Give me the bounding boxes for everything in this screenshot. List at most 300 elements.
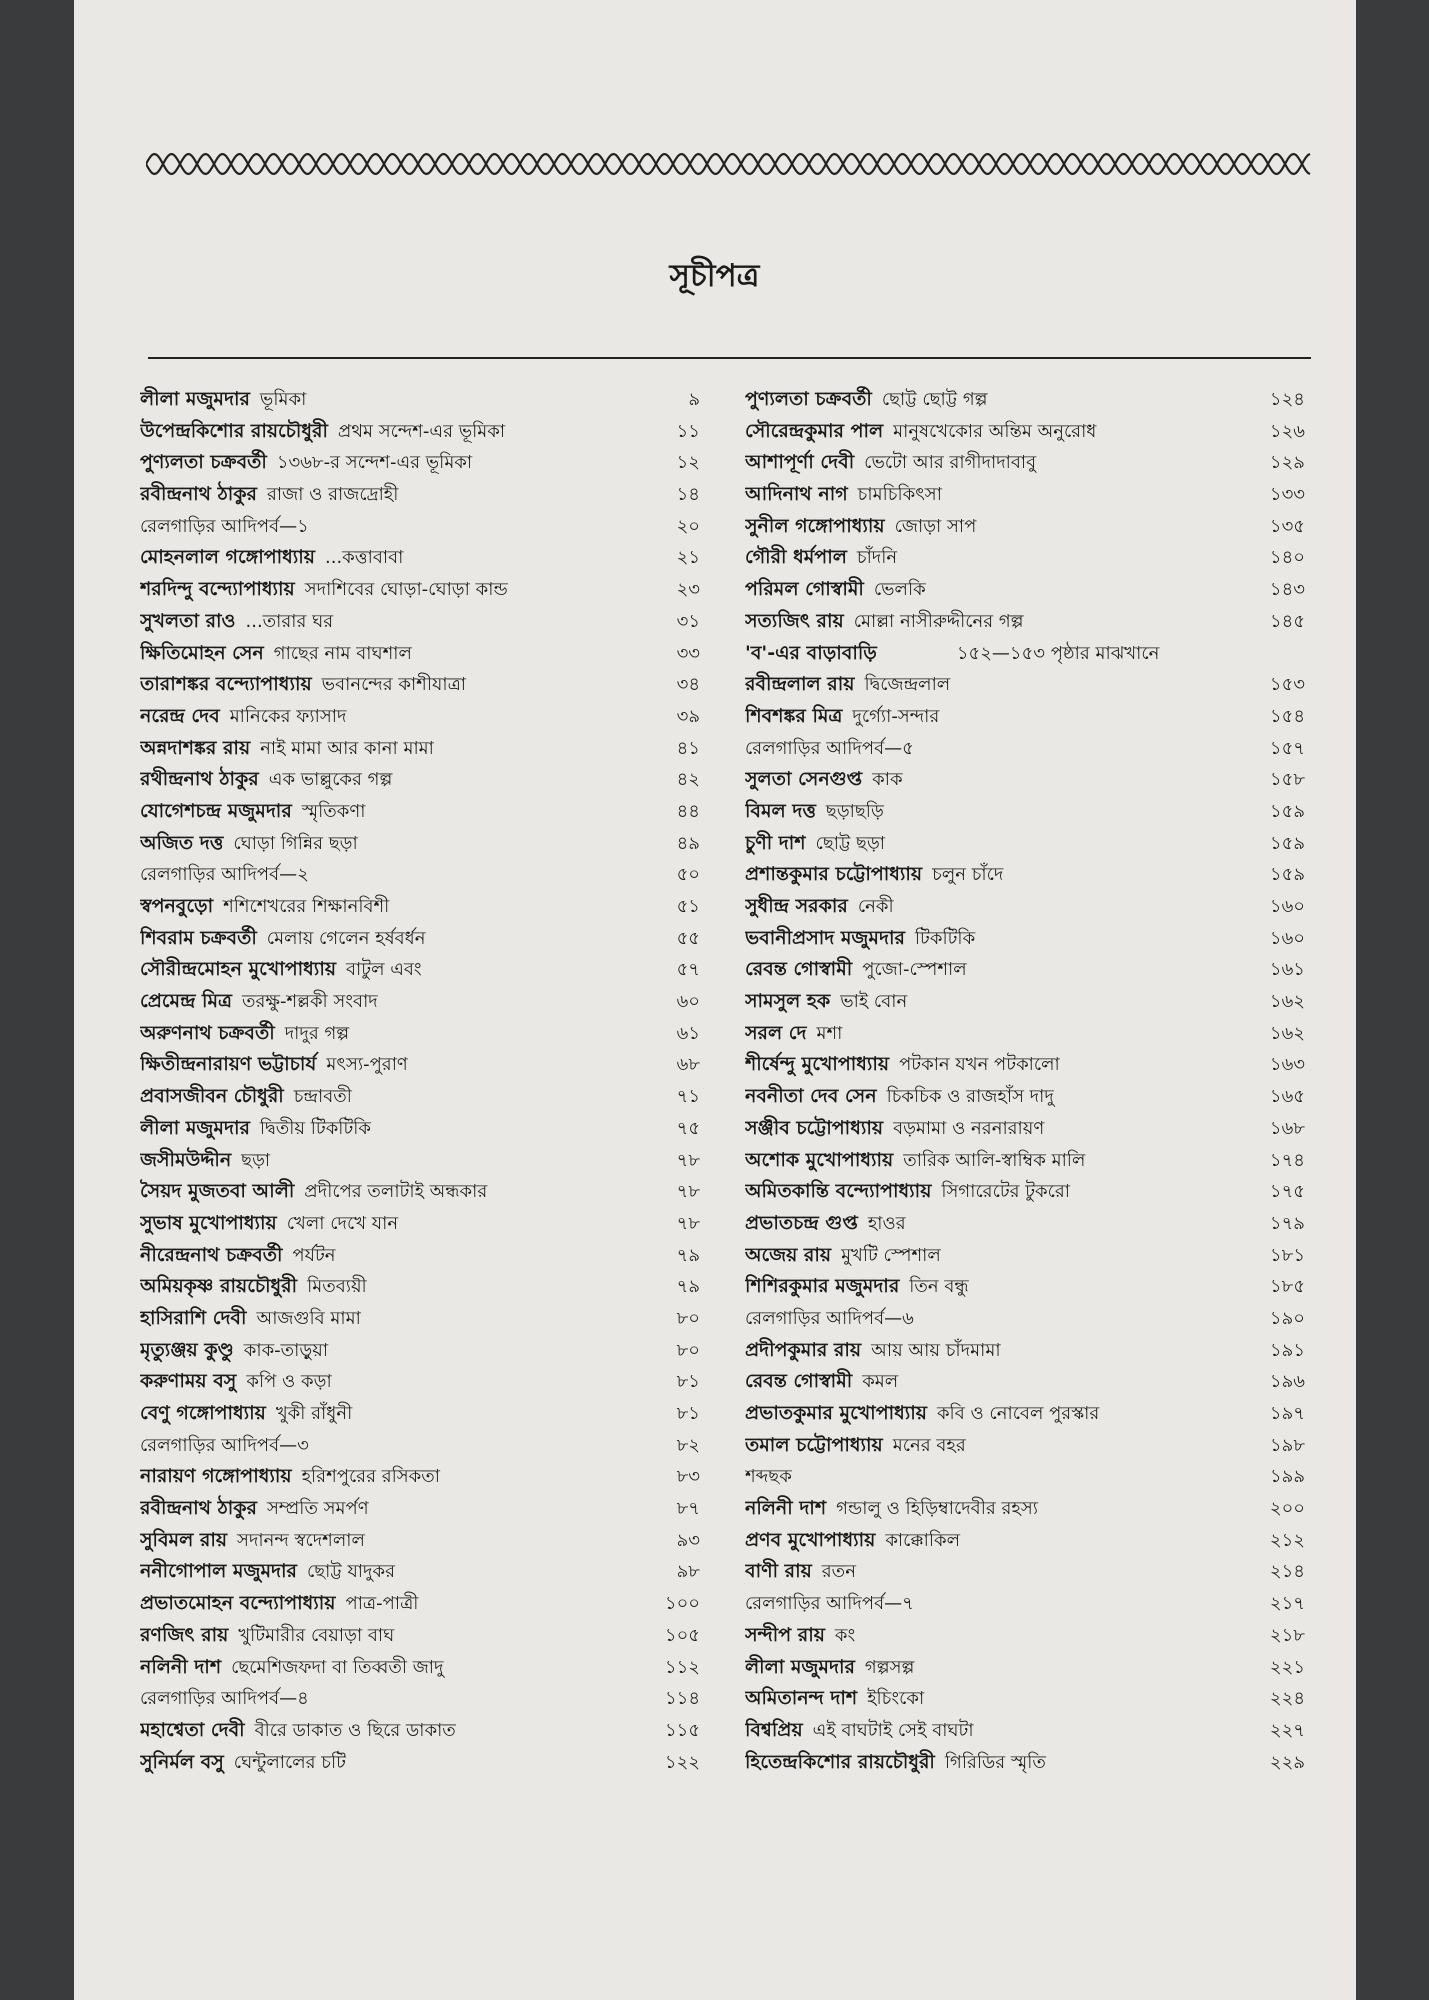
entry-description	[140, 1145, 640, 1177]
contents-entry	[140, 1145, 700, 1177]
entry-page-number: ৭৮	[676, 1181, 700, 1203]
contents-entry	[745, 733, 1305, 765]
entry-page-number: ৭৮	[676, 1149, 700, 1171]
contents-entry	[745, 1652, 1305, 1684]
entry-author: বেণু গঙ্গোপাধ্যায়	[140, 1402, 266, 1424]
entry-title: চন্দ্রাবতী	[293, 1086, 352, 1108]
entry-author: সরল দে	[745, 1021, 807, 1044]
entry-title: আয় আয় চাঁদমামা	[871, 1339, 1001, 1361]
contents-entry	[140, 986, 700, 1018]
entry-author: সুনীল গঙ্গোপাধ্যায়	[745, 514, 885, 537]
entry-author: নারায়ণ গঙ্গোপাধ্যায়	[140, 1465, 292, 1488]
entry-title: হাওর	[867, 1212, 906, 1234]
contents-entry	[140, 574, 700, 606]
entry-description	[140, 1398, 640, 1430]
contents-entry	[140, 733, 700, 765]
entry-title: জোড়া সাপ	[894, 515, 977, 537]
entry-author: প্রদীপকুমার রায়	[745, 1338, 862, 1361]
entry-description	[745, 638, 1245, 670]
entry-page-number: ৪১	[676, 737, 700, 759]
entry-title: বড়মামা ও নরনারায়ণ	[893, 1117, 1045, 1139]
entry-page-number: ৮১	[676, 1371, 700, 1393]
entry-page-number: ২২৭	[1269, 1719, 1305, 1741]
entry-page-number: ৪২	[676, 769, 700, 791]
entry-author: রবীন্দ্রনাথ ঠাকুর	[140, 1497, 258, 1520]
entry-title: গিরিডির স্মৃতি	[944, 1751, 1046, 1773]
entry-page-number: ৩৯	[676, 705, 700, 727]
contents-entry	[140, 1461, 700, 1493]
entry-title: ১৫২—১৫৩ পৃষ্ঠার মাঝখানে	[956, 642, 1160, 664]
entry-title: রেলগাড়ির আদিপর্ব—৪	[140, 1688, 309, 1710]
contents-entry	[140, 1081, 700, 1113]
contents-entry	[745, 796, 1305, 828]
entry-author: অরুণনাথ চক্রবর্তী	[140, 1021, 275, 1044]
contents-entry	[140, 1271, 700, 1303]
contents-entry	[140, 828, 700, 860]
entry-author: সৌরেন্দ্রকুমার পাল	[745, 419, 884, 442]
entry-title: বীরে ডাকাত ও ছিরে ডাকাত	[254, 1719, 456, 1741]
entry-title: পর্যটন	[292, 1244, 336, 1266]
entry-description	[140, 1208, 640, 1240]
entry-title: ছোট্ট ছোট্ট গল্প	[881, 389, 988, 410]
entry-description	[745, 1588, 1245, 1620]
entry-author: বিমল দত্ত	[745, 799, 816, 822]
entry-page-number: ১৯৬	[1269, 1371, 1305, 1393]
entry-description	[745, 447, 1245, 479]
contents-entry	[745, 1018, 1305, 1050]
entry-description	[140, 384, 640, 416]
entry-description	[140, 1176, 640, 1208]
entry-author: তারাশঙ্কর বন্দ্যোপাধ্যায়	[140, 673, 312, 696]
entry-title: প্রদীপের তলাটাই অন্ধকার	[304, 1181, 488, 1203]
contents-entry	[745, 1525, 1305, 1557]
contents-entry	[140, 1620, 700, 1652]
contents-entry	[140, 1366, 700, 1398]
entry-page-number: ১১২	[664, 1656, 700, 1678]
entry-title: রেলগাড়ির আদিপর্ব—২	[140, 864, 309, 886]
entry-title: তরক্ষু-শল্লকী সংবাদ	[242, 991, 378, 1013]
contents-entry	[140, 859, 700, 891]
entry-title: চিকচিক ও রাজহাঁস দাদু	[886, 1086, 1054, 1108]
entry-author: রবীন্দ্রনাথ ঠাকুর	[140, 483, 258, 506]
entry-author: রথীন্দ্রনাথ ঠাকুর	[140, 768, 259, 791]
entry-page-number: ১১৪	[664, 1688, 700, 1710]
entry-page-number: ১২৪	[1269, 389, 1305, 410]
entry-author: রেবন্ত গোস্বামী	[745, 1370, 853, 1393]
contents-entry	[745, 1398, 1305, 1430]
entry-page-number: ৫৫	[676, 927, 700, 949]
entry-title: মৎস্য-পুরাণ	[326, 1054, 408, 1076]
entry-page-number: ৮৭	[676, 1498, 700, 1520]
entry-description	[140, 1493, 640, 1525]
entry-page-number: ৮৩	[676, 1466, 700, 1488]
entry-description	[745, 1240, 1245, 1272]
entry-description	[140, 954, 640, 986]
entry-title: খুটিমারীর বেয়াড়া বাঘ	[238, 1624, 395, 1646]
entry-author: অমিয়কৃষ্ণ রায়চৌধুরী	[140, 1275, 298, 1298]
entry-description	[140, 1525, 640, 1557]
entry-description	[745, 1398, 1245, 1430]
contents-entry	[745, 1556, 1305, 1588]
entry-description	[140, 1461, 640, 1493]
contents-entry	[140, 1240, 700, 1272]
entry-page-number: ৭৮	[676, 1212, 700, 1234]
entry-description	[745, 384, 1245, 416]
entry-description	[745, 764, 1245, 796]
entry-page-number: ৬৮	[676, 1054, 700, 1076]
entry-page-number: ১৬৩	[1269, 1054, 1305, 1076]
contents-entry	[745, 1588, 1305, 1620]
entry-author: সুবিমল রায়	[140, 1528, 228, 1551]
contents-entry	[745, 1430, 1305, 1462]
entry-title: ছড়া	[241, 1149, 271, 1171]
entry-description	[745, 416, 1245, 448]
entry-description	[140, 1556, 640, 1588]
entry-page-number: ১০০	[664, 1593, 700, 1615]
contents-entry	[140, 1208, 700, 1240]
contents-entry	[745, 1176, 1305, 1208]
entry-author: করুণাময় বসু	[140, 1370, 237, 1393]
entry-author: অন্নদাশঙ্কর রায়	[140, 736, 251, 759]
entry-page-number: ২২৯	[1269, 1751, 1305, 1773]
entry-title: দুর্গ্যো-সন্দার	[852, 705, 940, 727]
entry-description	[745, 1049, 1245, 1081]
contents-entry	[140, 1747, 700, 1779]
entry-author: জসীমউদ্দীন	[140, 1148, 232, 1171]
entry-description	[140, 511, 640, 543]
contents-entry	[745, 606, 1305, 638]
entry-title: ছড়াছড়ি	[825, 800, 884, 822]
contents-entry	[140, 384, 700, 416]
entry-description	[745, 1620, 1245, 1652]
contents-entry	[140, 1683, 700, 1715]
entry-author: মোহনলাল গঙ্গোপাধ্যায়	[140, 546, 315, 569]
contents-entry	[745, 1461, 1305, 1493]
entry-description	[745, 828, 1245, 860]
contents-entry	[745, 986, 1305, 1018]
entry-page-number: ৪৯	[676, 832, 700, 854]
entry-description	[140, 733, 640, 765]
title-divider	[148, 357, 1311, 359]
entry-description	[745, 796, 1245, 828]
entry-description	[140, 574, 640, 606]
entry-description	[745, 669, 1245, 701]
entry-page-number: ১৯৯	[1269, 1466, 1305, 1488]
entry-description	[140, 1271, 640, 1303]
contents-entry	[745, 542, 1305, 574]
entry-title: রেলগাড়ির আদিপর্ব—৬	[745, 1307, 914, 1329]
contents-entry	[745, 764, 1305, 796]
entry-author: সুলতা সেনগুপ্ত	[745, 768, 863, 791]
entry-author: চুণী দাশ	[745, 831, 806, 854]
entry-page-number: ১৩৩	[1269, 484, 1305, 506]
contents-entry	[745, 859, 1305, 891]
entry-author: অমিতকান্তি বন্দ্যোপাধ্যায়	[745, 1180, 932, 1203]
entry-title: কাক্কোকিল	[885, 1529, 960, 1551]
entry-description	[745, 859, 1245, 891]
entry-author: যোগেশচন্দ্র মজুমদার	[140, 799, 292, 822]
entry-title: মনের বহর	[892, 1434, 966, 1456]
entry-description	[745, 1430, 1245, 1462]
entry-author: মহাশ্বেতা দেবী	[140, 1718, 245, 1741]
entry-page-number: ১৪৩	[1269, 579, 1305, 601]
entry-title: কমল	[862, 1371, 899, 1393]
contents-entry	[140, 542, 700, 574]
entry-title: সদাশিবের ঘোড়া-ঘোড়া কান্ড	[304, 579, 508, 601]
contents-entry	[745, 954, 1305, 986]
entry-title: ভেটো আর রাগীদাদাবাবু	[864, 452, 1037, 474]
entry-description	[140, 1683, 640, 1715]
entry-page-number: ১৫৩	[1269, 674, 1305, 696]
entry-page-number: ৯	[688, 389, 700, 410]
entry-page-number: ২১	[676, 547, 700, 569]
entry-author: নীরেন্দ্রনাথ চক্রবর্তী	[140, 1243, 283, 1266]
entry-page-number: ১৮১	[1269, 1244, 1305, 1266]
contents-entry	[140, 1176, 700, 1208]
entry-description	[745, 1113, 1245, 1145]
entry-author: শিবশঙ্কর মিত্র	[745, 704, 843, 727]
entry-title: বাটুল এবং	[346, 959, 422, 981]
entry-author: প্রভাতকুমার মুখোপাধ্যায়	[745, 1402, 927, 1424]
entry-page-number: ১০৫	[664, 1624, 700, 1646]
entry-author: হিতেন্দ্রকিশোর রায়চৌধুরী	[745, 1750, 935, 1773]
entry-author: প্রবাসজীবন চৌধুরী	[140, 1085, 284, 1108]
contents-entry	[140, 1335, 700, 1367]
entry-title: শশিশেখরের শিক্ষানবিশী	[223, 896, 390, 917]
entry-title: কাক-তাড়ুয়া	[243, 1339, 329, 1361]
entry-title: কবি ও নোবেল পুরস্কার	[936, 1403, 1100, 1424]
entry-title: রেলগাড়ির আদিপর্ব—৩	[140, 1434, 309, 1456]
entry-title: ভাই বোন	[840, 991, 908, 1013]
entry-title: কপি ও কড়া	[246, 1371, 332, 1393]
entry-author: সৌরীন্দ্রমোহন মুখোপাধ্যায়	[140, 958, 337, 981]
entry-description	[745, 511, 1245, 543]
entry-description	[140, 764, 640, 796]
contents-entry	[140, 638, 700, 670]
entry-page-number: ১৬০	[1269, 896, 1305, 917]
entry-page-number: ১৩৫	[1269, 515, 1305, 537]
entry-page-number: ৮২	[676, 1434, 700, 1456]
entry-description	[745, 1683, 1245, 1715]
entry-page-number: ৬১	[676, 1022, 700, 1044]
contents-entry	[140, 891, 700, 923]
contents-entry	[140, 1556, 700, 1588]
entry-title: রতন	[821, 1561, 856, 1583]
contents-entry	[745, 638, 1305, 670]
entry-description	[140, 891, 640, 923]
entry-description	[140, 606, 640, 638]
entry-title: এক ভাল্লুকের গল্প	[268, 769, 393, 791]
entry-title: ছোট্ট ছড়া	[815, 832, 886, 854]
entry-page-number: ১৫৪	[1269, 705, 1305, 727]
entry-title: ভেলকি	[873, 579, 926, 601]
entry-page-number: ৫১	[676, 896, 700, 917]
entry-author: সঞ্জীব চট্টোপাধ্যায়	[745, 1116, 884, 1139]
entry-page-number: ১৯০	[1269, 1307, 1305, 1329]
entry-author: স্বপনবুড়ো	[140, 895, 214, 917]
entry-page-number: ৩৩	[676, 642, 700, 664]
contents-entry	[745, 416, 1305, 448]
entry-description	[140, 1113, 640, 1145]
contents-entry	[745, 701, 1305, 733]
entry-title: ভবানন্দের কাশীযাত্রা	[321, 674, 467, 696]
entry-title: মিতব্যয়ী	[307, 1276, 367, 1298]
entry-page-number: ১৯৮	[1269, 1434, 1305, 1456]
entry-author: বিশ্বপ্রিয়	[745, 1718, 803, 1741]
entry-page-number: ১৭৪	[1269, 1149, 1305, 1171]
entry-description	[140, 1018, 640, 1050]
contents-entry	[745, 1081, 1305, 1113]
entry-description	[140, 1335, 640, 1367]
contents-entry	[140, 923, 700, 955]
entry-author: শিবরাম চক্রবর্তী	[140, 926, 257, 949]
contents-entry	[140, 954, 700, 986]
entry-page-number: ১৯৭	[1269, 1403, 1305, 1424]
contents-entry	[140, 669, 700, 701]
entry-page-number: ২১৭	[1269, 1593, 1305, 1615]
entry-title: গল্পসল্প	[864, 1656, 915, 1678]
entry-title: ...কত্তাবাবা	[325, 547, 404, 569]
entry-title: ১৩৬৮-র সন্দেশ-এর ভূমিকা	[276, 452, 473, 474]
entry-author: পরিমল গোস্বামী	[745, 578, 864, 601]
contents-entry	[745, 1049, 1305, 1081]
entry-page-number: ৭৯	[676, 1276, 700, 1298]
entry-description	[745, 1018, 1245, 1050]
contents-column-right	[745, 384, 1305, 1778]
entry-description	[140, 1049, 640, 1081]
entry-title: সিগারেটের টুকরো	[941, 1181, 1070, 1203]
entry-title: সদানন্দ স্বদেশলাল	[237, 1529, 365, 1551]
contents-entry	[140, 1525, 700, 1557]
decorative-border-ornament	[146, 140, 1311, 188]
entry-author: উপেন্দ্রকিশোর রায়চৌধুরী	[140, 419, 328, 442]
entry-page-number: ৮০	[676, 1307, 700, 1329]
entry-author: অজেয় রায়	[745, 1243, 832, 1266]
entry-description	[140, 1081, 640, 1113]
entry-author: গৌরী ধর্মপাল	[745, 546, 847, 569]
entry-title: মানুষখেকোর অন্তিম অনুরোধ	[893, 420, 1097, 442]
entry-page-number: ৭৯	[676, 1244, 700, 1266]
entry-title: চামচিকিৎসা	[857, 484, 942, 506]
entry-page-number: ১৬১	[1269, 959, 1305, 981]
entry-author: লীলা মজুমদার	[745, 1655, 855, 1678]
entry-title: তারিক আলি-স্বাম্বিক মালি	[903, 1149, 1086, 1171]
entry-page-number: ১২	[676, 452, 700, 474]
entry-page-number: ২২১	[1269, 1656, 1305, 1678]
contents-entry	[745, 479, 1305, 511]
contents-entry	[745, 447, 1305, 479]
entry-description	[745, 1208, 1245, 1240]
entry-title: চলুন চাঁদে	[932, 864, 1004, 886]
contents-entry	[140, 1049, 700, 1081]
entry-title: পাত্র-পাত্রী	[345, 1593, 419, 1615]
entry-description	[745, 701, 1245, 733]
entry-author: প্রণব মুখোপাধ্যায়	[745, 1528, 876, 1551]
contents-entry	[140, 701, 700, 733]
contents-entry	[745, 511, 1305, 543]
entry-page-number: ১৫৯	[1269, 832, 1305, 854]
entry-author: রেবন্ত গোস্বামী	[745, 958, 853, 981]
contents-entry	[745, 1303, 1305, 1335]
entry-author: নলিনী দাশ	[745, 1497, 827, 1520]
entry-page-number: ১৯১	[1269, 1339, 1305, 1361]
contents-entry	[140, 447, 700, 479]
entry-title: ছোট্ট যাদুকর	[306, 1561, 395, 1583]
entry-title: গাছের নাম বাঘশাল	[273, 642, 412, 664]
contents-entry	[140, 479, 700, 511]
entry-title: ভূমিকা	[259, 389, 307, 410]
entry-description	[745, 1081, 1245, 1113]
entry-title: মেলায় গেলেন হর্ষবর্ধন	[266, 927, 426, 949]
entry-author: সুখলতা রাও	[140, 609, 236, 632]
entry-title: রেলগাড়ির আদিপর্ব—৫	[745, 737, 914, 759]
entry-page-number: ৩৪	[676, 674, 700, 696]
entry-page-number: ১৭৯	[1269, 1212, 1305, 1234]
entry-page-number: ২৩	[676, 579, 700, 601]
entry-title: টিকটিকি	[914, 927, 976, 949]
entry-title: দ্বিজেন্দ্রলাল	[864, 674, 951, 696]
contents-entry	[745, 1493, 1305, 1525]
entry-description	[140, 669, 640, 701]
entry-page-number: ৭১	[676, 1086, 700, 1108]
entry-page-number: ৯৮	[676, 1561, 700, 1583]
entry-page-number: ১৬০	[1269, 927, 1305, 949]
entry-title: মশা	[816, 1022, 843, 1044]
contents-entry	[745, 384, 1305, 416]
page-title: সূচীপত্র	[669, 258, 760, 294]
entry-title: নাই মামা আর কানা মামা	[260, 737, 434, 759]
entry-description	[745, 542, 1245, 574]
entry-title: দ্বিতীয় টিকটিকি	[259, 1117, 371, 1139]
entry-title: প্রথম সন্দেশ-এর ভূমিকা	[337, 420, 506, 442]
entry-page-number: ১৪	[676, 484, 700, 506]
entry-title: পুজো-স্পেশাল	[862, 959, 967, 981]
contents-entry	[745, 1145, 1305, 1177]
entry-description	[745, 1271, 1245, 1303]
entry-author: সন্দীপ রায়	[745, 1623, 825, 1646]
entry-description	[140, 1303, 640, 1335]
entry-description	[745, 1715, 1245, 1747]
entry-page-number: ১৫৮	[1269, 769, 1305, 791]
entry-page-number: ৮১	[676, 1403, 700, 1424]
entry-author: পুণ্যলতা চক্রবর্তী	[745, 388, 872, 410]
entry-author: সৈয়দ মুজতবা আলী	[140, 1180, 295, 1203]
entry-page-number: ১৬৮	[1269, 1117, 1305, 1139]
contents-entry	[745, 574, 1305, 606]
entry-page-number: ১২৯	[1269, 452, 1305, 474]
contents-entry	[140, 1715, 700, 1747]
entry-title: এই বাঘটাই সেই বাঘটা	[812, 1719, 974, 1741]
entry-page-number: ২১২	[1269, 1529, 1305, 1551]
entry-title: স্মৃতিকণা	[301, 800, 366, 822]
entry-description	[140, 828, 640, 860]
entry-author: আদিনাথ নাগ	[745, 483, 848, 506]
entry-page-number: ১৬২	[1269, 991, 1305, 1013]
entry-page-number: ৬০	[676, 991, 700, 1013]
entry-description	[745, 986, 1245, 1018]
entry-page-number: ১৪০	[1269, 547, 1305, 569]
entry-description	[140, 1747, 640, 1779]
entry-description	[745, 891, 1245, 923]
contents-entry	[745, 923, 1305, 955]
entry-title: মোল্লা নাসীরুদ্দীনের গল্প	[853, 610, 1024, 632]
entry-page-number: ১৮৫	[1269, 1276, 1305, 1298]
entry-author: শরদিন্দু বন্দ্যোপাধ্যায়	[140, 578, 295, 601]
entry-author: পুণ্যলতা চক্রবর্তী	[140, 451, 267, 474]
entry-title: রাজা ও রাজদ্রোহী	[267, 484, 399, 506]
contents-entry	[140, 1303, 700, 1335]
entry-page-number: ১৬৫	[1269, 1086, 1305, 1108]
